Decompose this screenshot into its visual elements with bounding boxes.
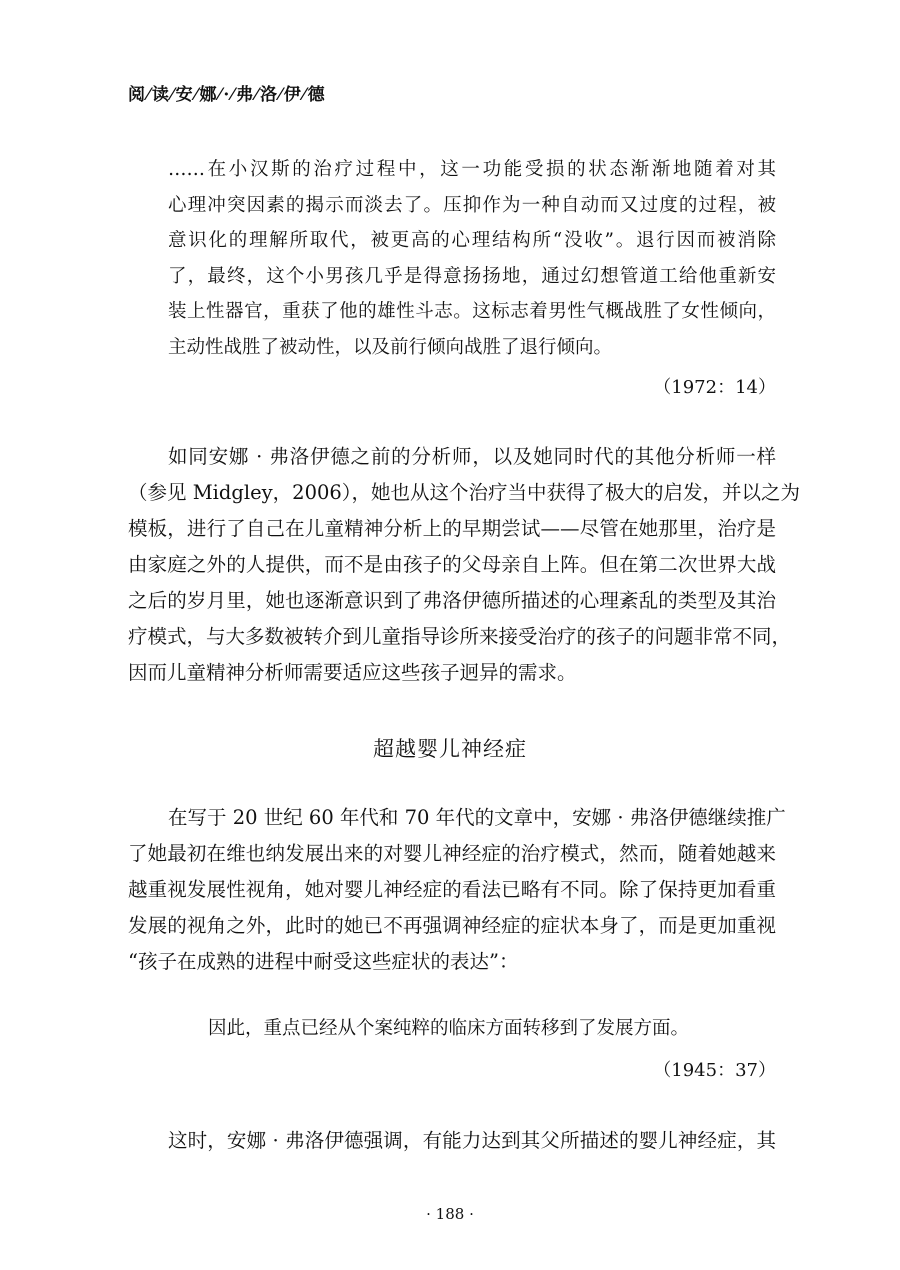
quote-line: 了，最终，这个小男孩几乎是得意扬扬地，通过幻想管道工给他重新安 [168, 265, 776, 287]
quote-citation: （1972：14） [653, 377, 776, 398]
section-heading: 超越婴儿神经症 [373, 737, 527, 761]
running-head: 阅⁄读⁄安⁄娜⁄·⁄弗⁄洛⁄伊⁄德 [128, 85, 327, 105]
paragraph-line: 因而儿童精神分析师需要适应这些孩子迥异的需求。 [128, 661, 577, 684]
paragraph-line: 在写于 20 世纪 60 年代和 70 年代的文章中，安娜 · 弗洛伊德继续推广 [168, 806, 786, 829]
paragraph-line: 疗模式，与大多数被转介到儿童指导诊所来接受治疗的孩子的问题非常不同， [128, 625, 792, 648]
quote-line: ……在小汉斯的治疗过程中，这一功能受损的状态渐渐地随着对其 [168, 159, 776, 180]
paragraph-line: 模板，进行了自己在儿童精神分析上的早期尝试——尽管在她那里，治疗是 [128, 517, 776, 540]
quote-line: 心理冲突因素的揭示而淡去了。压抑作为一种自动而又过度的过程，被 [168, 194, 776, 216]
body-paragraph [128, 1123, 776, 1159]
paragraph-line: （参见 Midgley，2006），她也从这个治疗当中获得了极大的启发，并以之为 [128, 481, 801, 504]
quote-citation: （1945：37） [653, 1060, 776, 1081]
paragraph-line: 了她最初在维也纳发展出来的对婴儿神经症的治疗模式，然而，随着她越来 [128, 842, 776, 865]
body-paragraph [128, 439, 801, 691]
page-number: · 188 · [426, 1205, 474, 1223]
quote-line: 意识化的理解所取代，被更高的心理结构所“没收”。退行因而被消除 [168, 230, 776, 251]
block-quote [168, 152, 776, 365]
paragraph-line: 这时，安娜 · 弗洛伊德强调，有能力达到其父所描述的婴儿神经症，其 [168, 1129, 776, 1152]
paragraph-line: 发展的视角之外，此时的她已不再强调神经症的症状本身了，而是更加重视 [128, 914, 776, 937]
paragraph-line: “孩子在成熟的进程中耐受这些症状的表达”： [128, 950, 519, 973]
paragraph-line: 越重视发展性视角，她对婴儿神经症的看法已略有不同。除了保持更加看重 [128, 878, 776, 901]
paragraph-line: 如同安娜 · 弗洛伊德之前的分析师，以及她同时代的其他分析师一样 [168, 445, 776, 468]
paragraph-line: 由家庭之外的人提供，而不是由孩子的父母亲自上阵。但在第二次世界大战 [128, 553, 776, 576]
body-paragraph [128, 800, 786, 980]
quote-line: 主动性战胜了被动性，以及前行倾向战胜了退行倾向。 [168, 336, 613, 358]
block-quote: 因此，重点已经从个案纯粹的临床方面转移到了发展方面。 [208, 1018, 690, 1039]
paragraph-line: 之后的岁月里，她也逐渐意识到了弗洛伊德所描述的心理紊乱的类型及其治 [128, 589, 776, 612]
quote-line: 装上性器官，重获了他的雄性斗志。这标志着男性气概战胜了女性倾向， [168, 301, 776, 322]
